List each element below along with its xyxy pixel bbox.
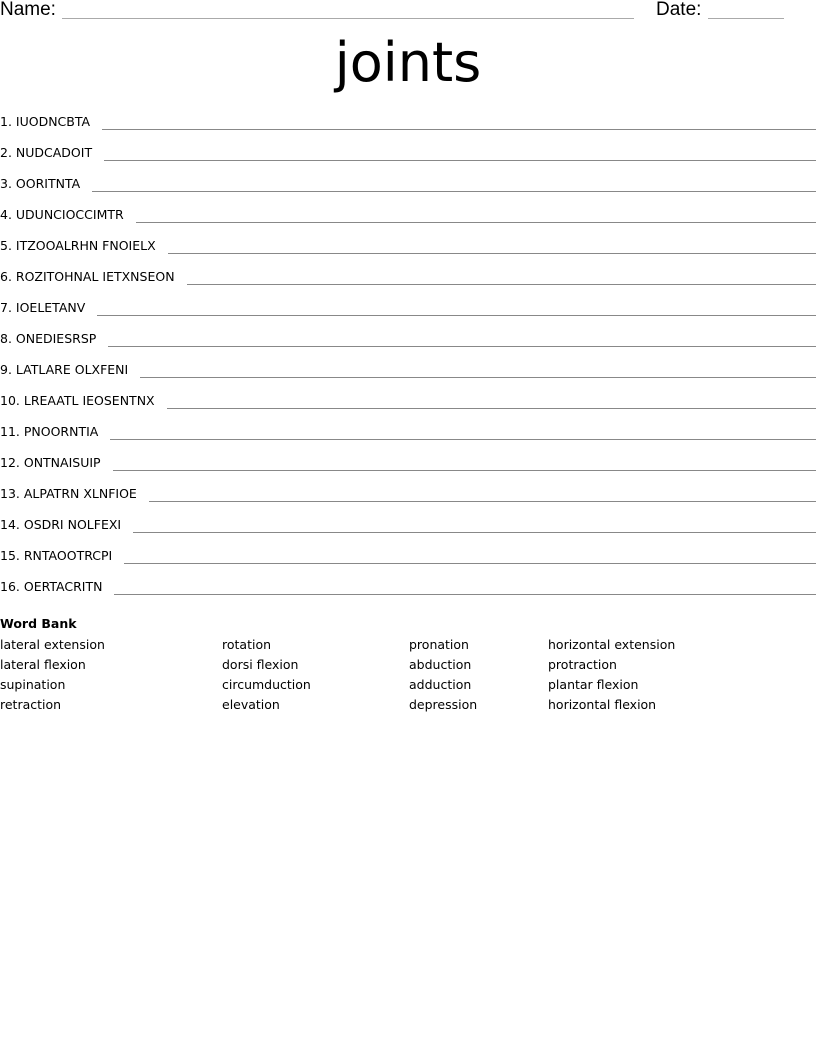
word-bank-item: horizontal flexion (548, 697, 657, 712)
puzzle-row (0, 327, 816, 358)
answer-line[interactable] (92, 173, 816, 192)
puzzle-row (0, 110, 816, 141)
word-bank-column (409, 635, 477, 715)
scrambled-word: 3. OORITNTA (0, 176, 81, 191)
word-bank-item: pronation (409, 637, 469, 652)
answer-line[interactable] (168, 235, 816, 254)
scrambled-word: 14. OSDRI NOLFEXI (0, 517, 122, 532)
scrambled-word: 11. PNOORNTIA (0, 424, 99, 439)
puzzle-row (0, 265, 816, 296)
puzzle-row (0, 420, 816, 451)
date-field[interactable] (708, 18, 784, 19)
page-title: joints (334, 31, 482, 94)
word-bank-item: lateral extension (0, 637, 105, 652)
answer-line[interactable] (124, 545, 816, 564)
name-date-header (0, 0, 816, 24)
scrambled-word: 7. IOELETANV (0, 300, 86, 315)
puzzle-row (0, 203, 816, 234)
word-bank-item: abduction (409, 657, 472, 672)
word-bank-item: adduction (409, 677, 472, 692)
word-bank-column (222, 635, 311, 715)
puzzle-row (0, 575, 816, 606)
scrambled-word: 6. ROZITOHNAL IETXNSEON (0, 269, 175, 284)
word-bank-column (548, 635, 675, 715)
word-bank-item: dorsi flexion (222, 657, 299, 672)
scrambled-word: 2. NUDCADOIT (0, 145, 93, 160)
puzzle-row (0, 296, 816, 327)
word-bank-item: depression (409, 697, 478, 712)
answer-line[interactable] (149, 483, 816, 502)
puzzle-row (0, 234, 816, 265)
word-bank-item: horizontal extension (548, 637, 676, 652)
scrambled-word: 5. ITZOOALRHN FNOIELX (0, 238, 156, 253)
puzzle-row (0, 451, 816, 482)
scrambled-word: 9. LATLARE OLXFENI (0, 362, 129, 377)
answer-line[interactable] (102, 111, 816, 130)
puzzle-list (0, 110, 816, 606)
puzzle-row (0, 544, 816, 575)
scrambled-word: 15. RNTAOOTRCPI (0, 548, 113, 563)
word-bank-item: rotation (222, 637, 272, 652)
word-bank-item: protraction (548, 657, 617, 672)
scrambled-word: 1. IUODNCBTA (0, 114, 91, 129)
puzzle-row (0, 358, 816, 389)
scrambled-word: 13. ALPATRN XLNFIOE (0, 486, 137, 501)
answer-line[interactable] (136, 204, 816, 223)
name-label: Name: (0, 0, 56, 20)
puzzle-row (0, 141, 816, 172)
answer-line[interactable] (110, 421, 816, 440)
word-bank-column (0, 635, 105, 715)
word-bank-item: lateral flexion (0, 657, 86, 672)
answer-line[interactable] (108, 328, 816, 347)
puzzle-row (0, 482, 816, 513)
word-bank-item: circumduction (222, 677, 311, 692)
word-bank (0, 615, 816, 712)
word-bank-item: supination (0, 677, 66, 692)
scrambled-word: 16. OERTACRITN (0, 579, 103, 594)
scrambled-word: 12. ONTNAISUIP (0, 455, 101, 470)
answer-line[interactable] (97, 297, 816, 316)
answer-line[interactable] (187, 266, 816, 285)
answer-line[interactable] (167, 390, 816, 409)
scrambled-word: 8. ONEDIESRSP (0, 331, 97, 346)
scrambled-word: 10. LREAATL IEOSENTNX (0, 393, 155, 408)
scrambled-word: 4. UDUNCIOCCIMTR (0, 207, 124, 222)
word-bank-item: plantar flexion (548, 677, 639, 692)
name-field[interactable] (62, 18, 634, 19)
puzzle-row (0, 389, 816, 420)
puzzle-row (0, 172, 816, 203)
answer-line[interactable] (104, 142, 816, 161)
puzzle-row (0, 513, 816, 544)
answer-line[interactable] (113, 452, 816, 471)
date-label: Date: (656, 0, 702, 20)
word-bank-item: retraction (0, 697, 62, 712)
answer-line[interactable] (140, 359, 816, 378)
answer-line[interactable] (133, 514, 816, 533)
answer-line[interactable] (114, 576, 816, 595)
word-bank-item: elevation (222, 697, 280, 712)
word-bank-title: Word Bank (0, 616, 77, 631)
